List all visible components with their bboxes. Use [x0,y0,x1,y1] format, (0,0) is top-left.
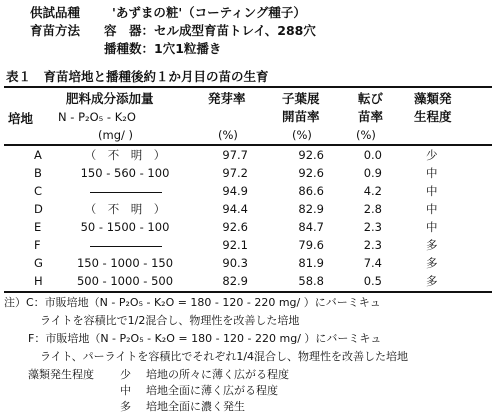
cell-germ: 97.2 [222,166,248,180]
algae-legend-title: 藻類発生程度 [28,368,94,381]
cell-bed: H [34,274,43,288]
cell-bed: D [34,202,43,216]
cell-algae: 中 [426,220,438,234]
header-algae-2: 生程度 [414,109,452,124]
note-c-line2: ライトを容積比で1/2混合し、物理性を改善した培地 [40,314,300,327]
cell-fert: 150 - 1000 - 150 [76,256,174,270]
header-fall-1: 転び [358,91,384,106]
note-f-line1: F：市販培地（N - P₂O₅ - K₂O = 180 - 120 - 220 mg/ ）にバーミキュ [28,332,382,345]
cell-germ: 92.6 [222,220,248,234]
method-seeding: 播種数：1穴1粒播き [104,41,222,56]
cell-algae: 中 [426,184,438,198]
cell-algae: 中 [426,166,438,180]
algae-level-low: 少 [120,368,131,381]
header-fert-formula: N - P₂O₅ - K₂O [58,110,136,124]
cell-fert: （ 不 明 ） [84,202,166,216]
header-leaf-2: 開苗率 [282,109,320,124]
cell-leaf: 92.6 [298,148,324,162]
cell-bed: C [34,184,43,198]
algae-level-high-desc: 培地全面に濃く発生 [146,400,245,413]
cell-fall: 0.0 [363,148,382,162]
header-leaf-unit: (%) [292,128,312,142]
header-fall-2: 苗率 [358,109,384,124]
cell-bed: A [34,148,42,162]
cell-bed: F [34,238,41,252]
fert-dash [90,246,162,247]
header-leaf-1: 子葉展 [282,91,320,106]
cell-algae: 多 [426,238,438,252]
cell-fall: 2.3 [363,220,382,234]
note-f-line2: ライト、パーライトを容積比でそれぞれ1/4混合し、物理性を改善した培地 [40,350,409,363]
algae-level-low-desc: 培地の所々に薄く広がる程度 [146,368,289,381]
cell-leaf: 84.7 [298,220,324,234]
cell-fert: 50 - 1500 - 100 [80,220,170,234]
cell-fert: 150 - 560 - 100 [80,166,170,180]
header-fall-unit: (%) [356,128,376,142]
cell-fert: 500 - 1000 - 500 [76,274,174,288]
cell-bed: E [34,220,42,234]
cell-leaf: 79.6 [298,238,324,252]
header-bed: 培地 [8,111,34,126]
table-top-rule [4,86,492,88]
algae-level-high: 多 [120,400,131,413]
table-header-rule [4,144,492,146]
cell-leaf: 86.6 [298,184,324,198]
fert-dash [90,192,162,193]
table-bottom-rule [4,291,492,293]
header-algae-1: 藻類発 [414,91,452,106]
cell-algae: 少 [426,148,438,162]
header-germ-unit: (%) [218,128,238,142]
cell-fert: （ 不 明 ） [84,148,166,162]
header-fert-unit: (mg/ ) [98,128,134,142]
cell-fall: 7.4 [363,256,382,270]
header-fert-title: 肥料成分添加量 [66,91,154,106]
cell-germ: 97.7 [222,148,248,162]
cell-fall: 0.5 [363,274,382,288]
cell-bed: G [34,256,43,270]
note-c-line1: 注）C：市販培地（N - P₂O₅ - K₂O = 180 - 120 - 220 mg/ ）にバーミキュ [4,296,381,309]
algae-level-mid-desc: 培地全面に薄く広がる程度 [146,384,278,397]
method-container: 容 器：セル成型育苗トレイ、288穴 [104,23,316,38]
cell-bed: B [34,166,42,180]
cell-germ: 82.9 [222,274,248,288]
cell-leaf: 81.9 [298,256,324,270]
cell-algae: 多 [426,256,438,270]
cell-germ: 90.3 [222,256,248,270]
cell-leaf: 58.8 [298,274,324,288]
method-label: 育苗方法 [30,23,81,38]
cell-fall: 2.3 [363,238,382,252]
algae-level-mid: 中 [120,384,131,397]
cell-germ: 92.1 [222,238,248,252]
variety-value: 'あずまの粧'（コーティング種子） [112,5,306,20]
cell-algae: 多 [426,274,438,288]
cell-leaf: 82.9 [298,202,324,216]
cell-germ: 94.4 [222,202,248,216]
cell-fall: 0.9 [363,166,382,180]
variety-label: 供試品種 [30,5,81,20]
header-germ: 発芽率 [208,91,246,106]
cell-leaf: 92.6 [298,166,324,180]
cell-fall: 2.8 [363,202,382,216]
cell-algae: 中 [426,202,438,216]
table-caption: 表１ 育苗培地と播種後約１か月目の苗の生育 [6,69,269,84]
cell-germ: 94.9 [222,184,248,198]
cell-fall: 4.2 [363,184,382,198]
